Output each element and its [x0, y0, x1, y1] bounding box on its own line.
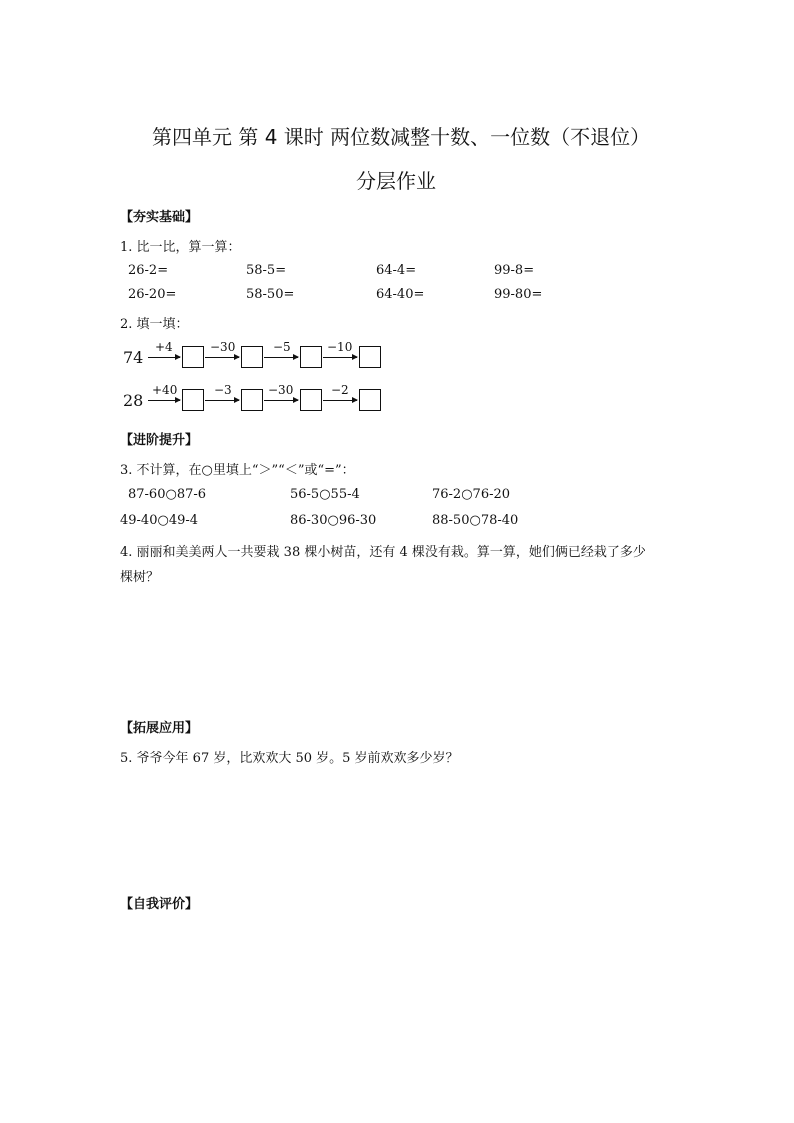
q3-row1-item-3: 76-2○76-20 — [432, 487, 511, 502]
q1-row1-item-2: 58-5= — [246, 263, 287, 278]
q1-row1-item-4: 99-8= — [494, 263, 535, 278]
q3-row1-item-1: 87-60○87-6 — [128, 487, 207, 502]
page-subtitle: 分层作业 — [356, 169, 436, 193]
question-3-label: 3. 不计算，在○里填上“＞”“＜”或“=”： — [120, 463, 355, 478]
section-extend-heading: 【拓展应用】 — [120, 721, 199, 736]
chain1-start-number: 74 — [123, 348, 144, 367]
chain1-op-3: −5 — [273, 340, 291, 354]
chain1-answer-box-4[interactable] — [359, 346, 381, 368]
page-title: 第四单元 第 4 课时 两位数减整十数、一位数（不退位） — [152, 125, 651, 149]
question-2-label: 2. 填一填： — [120, 317, 189, 332]
chain2-answer-box-4[interactable] — [359, 389, 381, 411]
section-basic-heading: 【夯实基础】 — [120, 210, 199, 225]
chain2-op-3: −30 — [268, 383, 294, 397]
chain2-answer-box-1[interactable] — [182, 389, 204, 411]
section-advanced-heading: 【进阶提升】 — [120, 433, 199, 448]
chain1-op-1: +4 — [155, 340, 173, 354]
chain2-arrow-4 — [323, 400, 357, 401]
q3-row2-item-3: 88-50○78-40 — [432, 513, 519, 528]
chain2-answer-box-2[interactable] — [241, 389, 263, 411]
chain1-arrow-4 — [323, 357, 357, 358]
question-4-line-1: 4. 丽丽和美美两人一共要栽 38 棵小树苗，还有 4 棵没有栽。算一算，她们俩已经栽了多少 — [120, 545, 646, 560]
question-4-line-2: 棵树？ — [120, 570, 160, 585]
chain1-op-4: −10 — [327, 340, 353, 354]
chain2-answer-box-3[interactable] — [300, 389, 322, 411]
chain2-start-number: 28 — [123, 391, 144, 410]
q1-row2-item-4: 99-80= — [494, 287, 543, 302]
chain1-op-2: −30 — [210, 340, 236, 354]
chain2-arrow-1 — [148, 400, 180, 401]
chain2-op-4: −2 — [331, 383, 349, 397]
chain1-arrow-3 — [264, 357, 298, 358]
question-1-label: 1. 比一比，算一算： — [120, 240, 241, 255]
question-5-text: 5. 爷爷今年 67 岁，比欢欢大 50 岁。5 岁前欢欢多少岁？ — [120, 751, 459, 766]
chain1-arrow-2 — [205, 357, 239, 358]
q1-row2-item-3: 64-40= — [376, 287, 425, 302]
q1-row2-item-2: 58-50= — [246, 287, 295, 302]
q3-row1-item-2: 56-5○55-4 — [290, 487, 360, 502]
chain1-answer-box-3[interactable] — [300, 346, 322, 368]
q3-row2-item-1: 49-40○49-4 — [120, 513, 199, 528]
chain2-arrow-2 — [205, 400, 239, 401]
chain2-arrow-3 — [264, 400, 298, 401]
chain1-answer-box-1[interactable] — [182, 346, 204, 368]
q1-row2-item-1: 26-20= — [128, 287, 177, 302]
chain2-op-1: +40 — [152, 383, 178, 397]
chain1-arrow-1 — [148, 357, 180, 358]
q1-row1-item-1: 26-2= — [128, 263, 169, 278]
q3-row2-item-2: 86-30○96-30 — [290, 513, 377, 528]
q1-row1-item-3: 64-4= — [376, 263, 417, 278]
section-self-eval-heading: 【自我评价】 — [120, 897, 199, 912]
chain1-answer-box-2[interactable] — [241, 346, 263, 368]
chain2-op-2: −3 — [214, 383, 232, 397]
